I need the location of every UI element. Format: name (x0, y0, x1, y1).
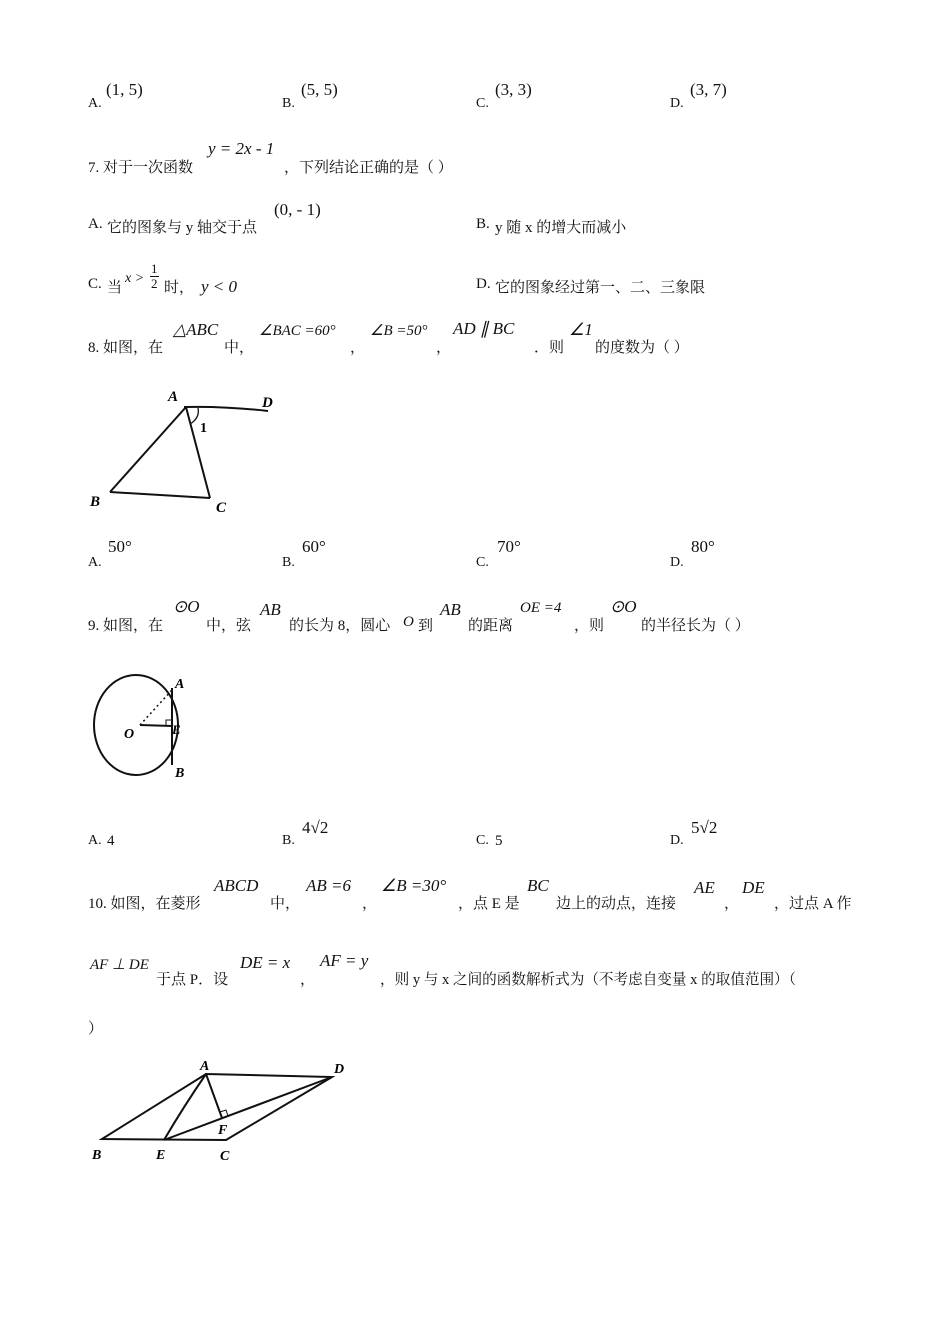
q9-stem-prefix: 9. 如图，在 (88, 618, 164, 634)
q9-label-b: B (175, 766, 185, 781)
q7-option-c-fraction (150, 262, 159, 291)
q10-label-c: C (220, 1149, 230, 1164)
q10-rhombus-figure (88, 1056, 358, 1168)
q9-option-a-label: A. (88, 833, 102, 848)
q9-t1: 的长为 8，圆心 (289, 618, 391, 634)
q9-t4: ，则 (574, 618, 605, 634)
q10-ab: AB =6 (306, 876, 351, 895)
q7-option-d-label: D. (476, 276, 491, 292)
q8-angle-bac: ∠BAC =60° (259, 323, 336, 339)
q6-option-b-label: B. (282, 96, 295, 111)
q10-segment-ae (164, 1074, 206, 1140)
q9-chord: AB (260, 600, 281, 619)
q7-option-d-text: 它的图象经过第一、二、三象限 (495, 280, 706, 296)
q7-option-b-text: y 随 x 的增大而减小 (495, 220, 627, 236)
q9-option-d-value: 5√2 (691, 818, 718, 837)
q10-de-x: DE = x (240, 953, 291, 972)
q8-label-c: C (216, 500, 227, 516)
q7-option-c-prefix: 当 (107, 280, 123, 296)
q7-option-c-label: C. (88, 276, 102, 292)
q8-label-1: 1 (200, 421, 207, 436)
q9-option-b-value: 4√2 (302, 818, 329, 837)
q8-option-d-value: 80° (691, 537, 715, 556)
q8-in: 中， (224, 340, 255, 356)
q10-sep3: ， (300, 972, 316, 988)
q10-t2: 边上的动点，连接 (556, 896, 677, 912)
q10-label-f: F (218, 1123, 228, 1138)
q9-circle: ⊙O (173, 597, 200, 616)
q8-option-c-label: C. (476, 555, 489, 570)
q9-label-o: O (124, 727, 135, 742)
q8-option-a-value: 50° (108, 537, 132, 556)
q10-perp: AF ⊥ DE (90, 957, 149, 973)
q7-option-c-mid: 时， (164, 280, 195, 296)
q7-function: y = 2x - 1 (208, 139, 275, 158)
q10-sep1: ， (362, 896, 378, 912)
q8-option-a-label: A. (88, 555, 102, 570)
q8-label-b: B (90, 494, 101, 510)
q6-option-c-label: C. (476, 96, 489, 111)
q9-option-c-label: C. (476, 833, 489, 848)
q8-label-a: A (168, 389, 179, 405)
q8-then: ．则 (534, 340, 565, 356)
q8-angle1: ∠1 (569, 320, 593, 339)
q7-option-a-point: (0, - 1) (274, 200, 321, 219)
q7-option-c-result: y < 0 (201, 277, 238, 296)
q9-label-e: E (172, 722, 181, 737)
q9-stem-suffix: 的半径长为（ ） (641, 618, 750, 634)
q10-label-e: E (156, 1148, 166, 1163)
q8-stem-suffix: 的度数为（ ） (595, 340, 689, 356)
q9-option-d-label: D. (670, 833, 684, 848)
q8-option-b-value: 60° (302, 537, 326, 556)
q8-option-c-value: 70° (497, 537, 521, 556)
q8-angle-arc (190, 408, 198, 424)
q10-label-b: B (92, 1148, 102, 1163)
q10-close: ） (88, 1021, 104, 1037)
q10-de: DE (742, 878, 765, 897)
q7-fraction-numerator: 1 (151, 261, 158, 276)
q8-triangle-figure (84, 380, 284, 520)
q6-option-d-value: (3, 7) (690, 80, 727, 99)
q8-sep1: ， (350, 340, 366, 356)
q9-t2: 到 (418, 618, 434, 634)
q9-circle2: ⊙O (610, 597, 637, 616)
q6-option-a-value: (1, 5) (106, 80, 143, 99)
q9-t3: 的距离 (468, 618, 514, 634)
q10-segment-af (206, 1074, 222, 1118)
q7-option-a-label: A. (88, 216, 103, 232)
q10-t5: ，则 y 与 x 之间的函数解析式为（不考虑自变量 x 的取值范围）（ (380, 972, 796, 988)
q9-chord2: AB (440, 600, 461, 619)
q8-stem-prefix: 8. 如图，在 (88, 340, 164, 356)
q9-circle-figure (84, 668, 204, 784)
q10-bc: BC (527, 876, 549, 895)
q10-rhombus: ABCD (214, 876, 259, 895)
q8-option-d-label: D. (670, 555, 684, 570)
q10-t1: ，点 E 是 (458, 896, 520, 912)
q7-option-c-condition: x > (125, 271, 145, 286)
q9-oe: OE =4 (520, 600, 562, 616)
q6-option-b-value: (5, 5) (301, 80, 338, 99)
q10-label-a: A (200, 1059, 210, 1074)
q10-label-d: D (334, 1062, 345, 1077)
q10-sep2: ， (724, 896, 740, 912)
q10-af-y: AF = y (320, 951, 369, 970)
q8-triangle: △ABC (173, 320, 219, 339)
q8-label-d: D (262, 395, 273, 411)
q8-segment-bc (110, 492, 210, 498)
q10-t4: 于点 P．设 (156, 972, 229, 988)
q6-option-c-value: (3, 3) (495, 80, 532, 99)
q7-stem-prefix: 7. 对于一次函数 (88, 160, 194, 176)
q6-option-d-label: D. (670, 96, 684, 111)
q10-in: 中， (270, 896, 301, 912)
q7-fraction-denominator: 2 (151, 276, 158, 291)
q9-option-c-value: 5 (495, 833, 503, 849)
q9-option-a-value: 4 (107, 833, 115, 849)
q9-in: 中，弦 (206, 618, 252, 634)
q10-t3: ，过点 A 作 (774, 896, 852, 912)
q8-segment-ad (184, 407, 268, 411)
q8-segment-ab (110, 407, 186, 492)
q10-angle-b: ∠B =30° (381, 876, 447, 895)
q9-label-a: A (175, 677, 185, 692)
q7-stem-suffix: ，下列结论正确的是（ ） (284, 160, 453, 176)
q8-angle-b: ∠B =50° (370, 323, 428, 339)
q8-sep2: ， (436, 340, 452, 356)
q10-stem-prefix: 10. 如图，在菱形 (88, 896, 201, 912)
q9-o: O (403, 614, 414, 630)
q10-segment-de (164, 1077, 332, 1140)
q7-option-a-text: 它的图象与 y 轴交于点 (107, 220, 258, 236)
q8-parallel: AD ∥ BC (453, 319, 515, 338)
q10-ae: AE (694, 878, 715, 897)
q6-option-a-label: A. (88, 96, 102, 111)
q8-option-b-label: B. (282, 555, 295, 570)
q9-option-b-label: B. (282, 833, 295, 848)
q7-option-b-label: B. (476, 216, 490, 232)
